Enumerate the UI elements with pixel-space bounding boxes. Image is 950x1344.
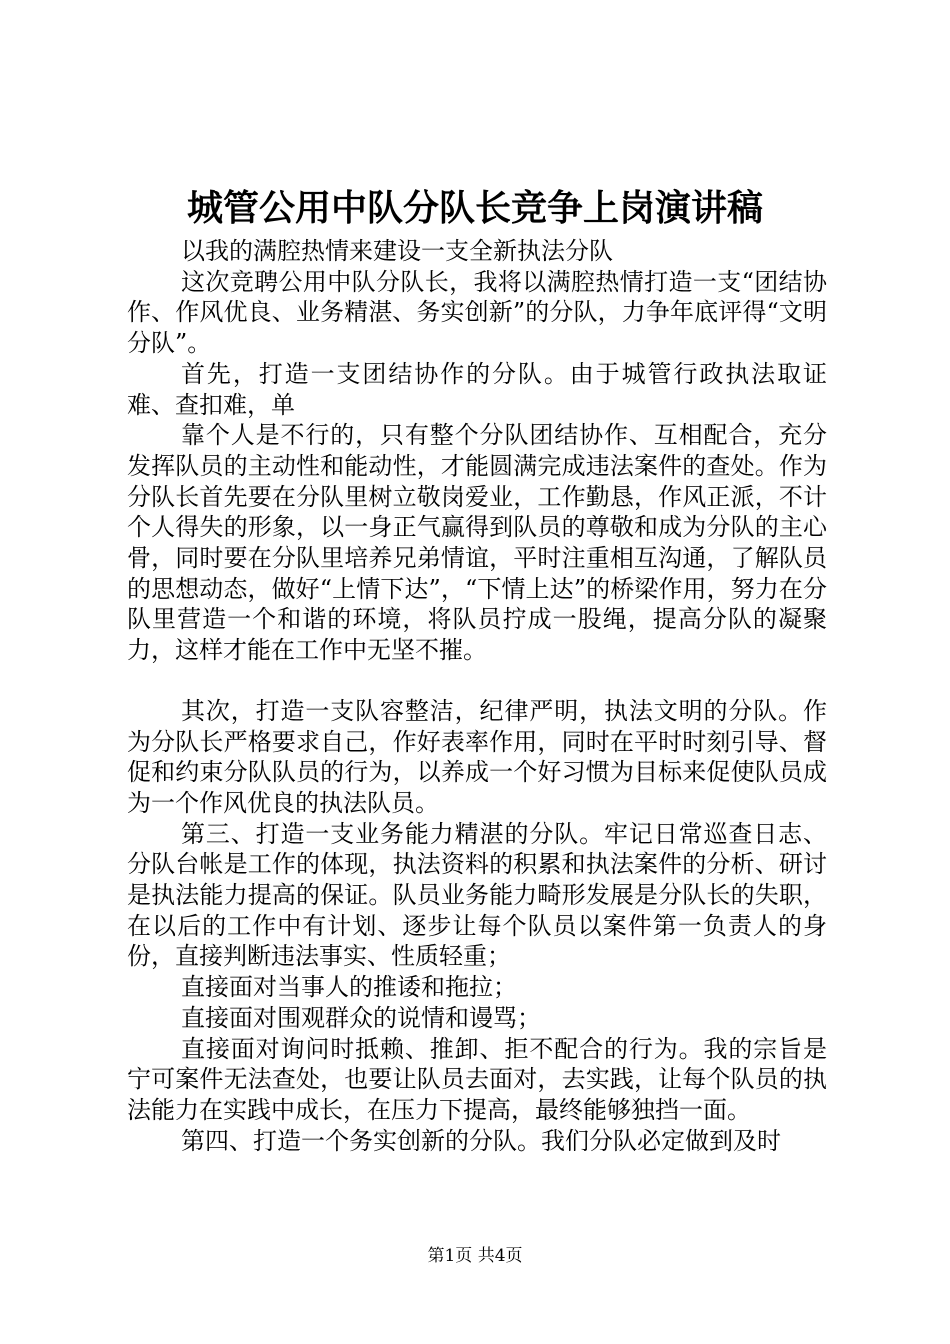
document-body xyxy=(127,236,827,1156)
paragraph-second: 其次，打造一支队容整洁，纪律严明，执法文明的分队。作为分队长严格要求自己，作好表率作用，同时在平时时刻引导、督促和约束分队队员的行为，以养成一个好习惯为目标来促使队员成为一个作风优良的执法队员。 xyxy=(127,696,827,817)
paragraph-fourth: 第四、打造一个务实创新的分队。我们分队必定做到及时 xyxy=(181,1126,781,1155)
page-number: 第1页 共4页 xyxy=(427,1246,523,1266)
paragraph-intro: 这次竞聘公用中队分队长，我将以满腔热情打造一支“团结协作、作风优良、业务精湛、务实创新”的分队，力争年底评得“文明分队”。 xyxy=(127,267,827,358)
paragraph-third-item-3: 直接面对询问时抵赖、推卸、拒不配合的行为。我的宗旨是宁可案件无法查处，也要让队员去面对，去实践，让每个队员的执法能力在实践中成长，在压力下提高，最终能够独挡一面。 xyxy=(127,1034,827,1124)
paragraph-first-continued: 靠个人是不行的，只有整个分队团结协作、互相配合，充分发挥队员的主动性和能动性，才能圆满完成违法案件的查处。作为分队长首先要在分队里树立敬岗爱业，工作勤恳，作风正派，不计个人得失的形象，以一身正气赢得到队员的尊敬和成为分队的主心骨，同时要在分队里培养兄弟情谊，平时注重相互沟通，了解队员的思想动态，做好“上情下达”，“下情上达”的桥梁作用，努力在分队里营造一个和谐的环境，将队员拧成一股绳，提高分队的凝聚力，这样才能在工作中无坚不摧。 xyxy=(127,421,827,665)
paragraph-third: 第三、打造一支业务能力精湛的分队。牢记日常巡查日志、分队台帐是工作的体现，执法资料的积累和执法案件的分析、研讨是执法能力提高的保证。队员业务能力畸形发展是分队长的失职，在以后的工作中有计划、逐步让每个队员以案件第一负责人的身份，直接判断违法事实、性质轻重； xyxy=(127,819,827,971)
paragraph-third-item-1: 直接面对当事人的推诿和拖拉； xyxy=(181,973,517,1002)
paragraph-subtitle: 以我的满腔热情来建设一支全新执法分队 xyxy=(181,237,613,265)
document-title: 城管公用中队分队长竞争上岗演讲稿 xyxy=(186,187,763,229)
paragraph-first: 首先，打造一支团结协作的分队。由于城管行政执法取证难、查扣难，单 xyxy=(127,359,827,419)
paragraph-third-item-2: 直接面对围观群众的说情和谩骂； xyxy=(181,1003,541,1032)
